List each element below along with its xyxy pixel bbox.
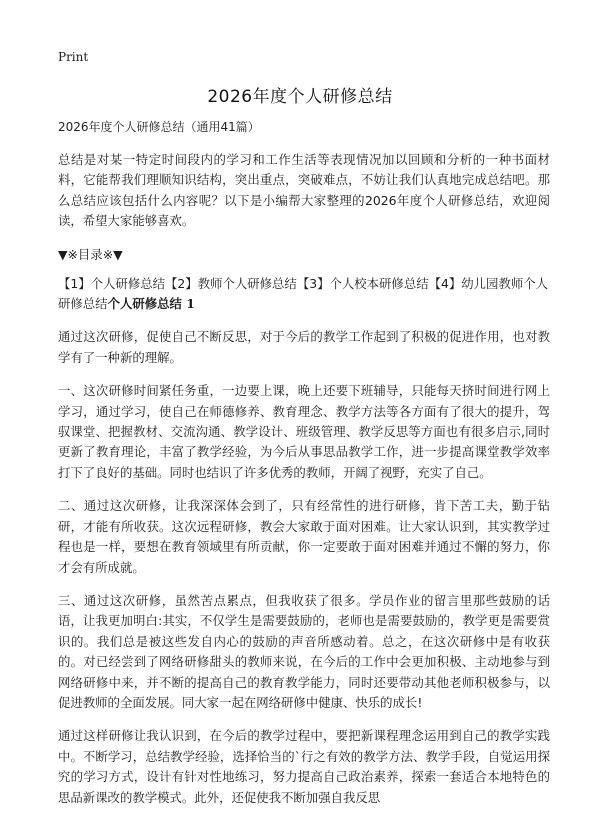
toc-marker: ▼※目录※▼	[58, 246, 123, 262]
body-paragraph-5: 通过这样研修让我认识到，在今后的教学过程中，要把新课程理念运用到自己的教学实践中。不断学习，总结教学经验，选择恰当的`行之有效的教学方法、教学手段，自觉运用探究的学习方式，设计有针对性地练习，努力提高自己政治素养，探索一套适合本地特色的思品新课改的教学模式。此外，还促使我不断加强自我反思	[58, 728, 550, 805]
toc-link-4[interactable]: 【4】幼儿园教师个人研修总结	[58, 275, 549, 312]
body-paragraph-2: 一、这次研修时间紧任务重，一边要上课，晚上还要下班辅导，只能每天挤时间进行网上学习，通过学习，使自己在师德修养、教育理念、教学方法等各方面有了很大的提升，驾驭课堂、把握教材、交流沟通、教学设计、班级管理、教学反思等方面也有很多启示,同时更新了教育理论，丰富了教学经验，为今后从事思品教学工作，进一步提高课堂教学效率打下了良好的基础。同时也结识了许多优秀的教师，开阔了视野，充实了自己。	[58, 383, 550, 480]
page-title: 2026年度个人研修总结	[207, 87, 393, 107]
toc-link-2[interactable]: 【2】教师个人研修总结	[165, 275, 297, 291]
print-link[interactable]: Print	[58, 50, 89, 64]
document-body	[58, 117, 550, 821]
body-paragraph-4: 三、通过这次研修，虽然苦点累点，但我收获了很多。学员作业的留言里那些鼓励的话语，让我更加明白:其实，不仅学生是需要鼓励的，老师也是需要鼓励的，教学更是需要赏识的。我们总是被这些发自内心的鼓励的声音所感动着。总之，在这次研修中是有收获的。对已经尝到了网络研修甜头的教师来说，在今后的工作中会更加积极、主动地参与到网络研修中来，并不断的提高自己的教育教学能力，同时还要带动其他老师积极参与，以促进教师的全面发展。同大家一起在网络研修中健康、快乐的成长!	[58, 592, 550, 710]
table-of-contents	[58, 274, 550, 315]
section-heading: 个人研修总结 1	[107, 296, 195, 312]
toc-link-3[interactable]: 【3】个人校本研修总结	[296, 275, 429, 291]
document-subtitle: 2026年度个人研修总结（通用41篇）	[58, 120, 260, 134]
body-paragraph-1: 通过这次研修，促使自己不断反思，对于今后的教学工作起到了积极的促进作用，也对教学有了一种新的理解。	[58, 329, 550, 365]
toc-link-1[interactable]: 【1】个人研修总结	[58, 275, 166, 291]
body-paragraph-3: 二、通过这次研修，让我深深体会到了，只有经常性的进行研修，肯下苦工夫，勤于钻研，才能有所收获。这次远程研修，教会大家敢于面对困难。让大家认识到，其实教学过程也是一样，要想在教育领域里有所贡献，你一定要敢于面对困难并通过不懈的努力，你才会有所成就。	[58, 498, 550, 575]
intro-paragraph: 总结是对某一特定时间段内的学习和工作生活等表现情况加以回顾和分析的一种书面材料，它能帮我们理顺知识结构，突出重点，突破难点，不妨让我们认真地完成总结吧。那么总结应该包括什么内容呢？以下是小编帮大家整理的2026年度个人研修总结，欢迎阅读，希望大家能够喜欢。	[58, 152, 550, 229]
